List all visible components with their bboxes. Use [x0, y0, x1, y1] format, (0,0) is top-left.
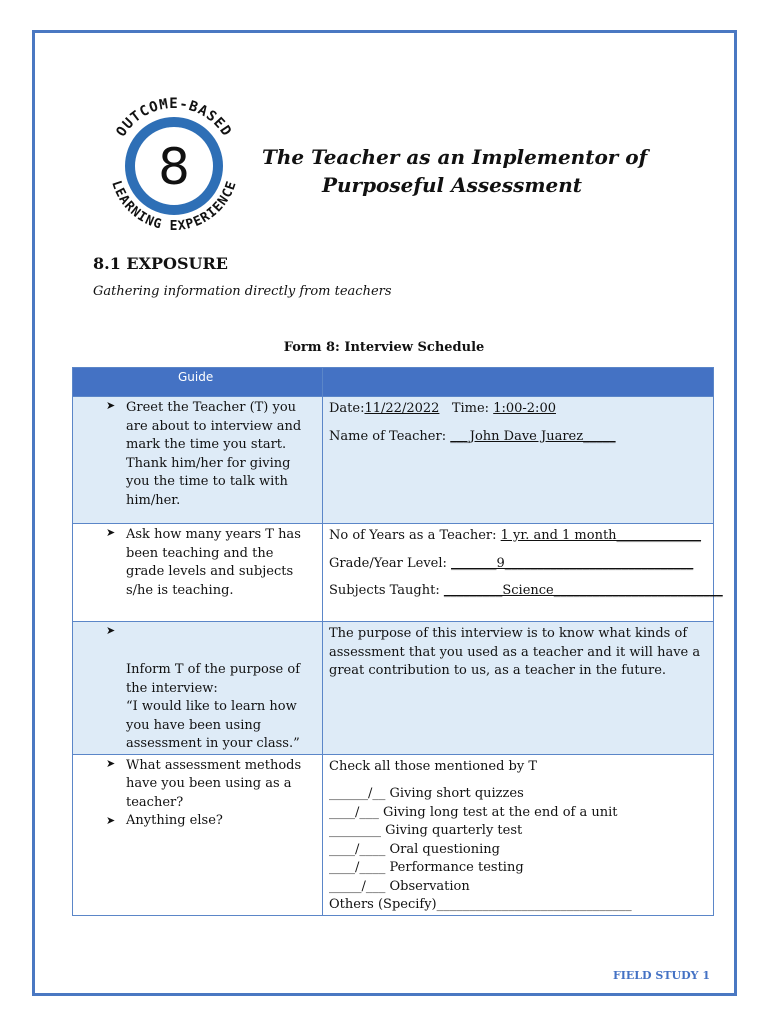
header-guide: Guide [73, 368, 323, 397]
date-value: 11/22/2022 [364, 401, 440, 416]
title-line-1: The Teacher as an Implementor of [262, 145, 648, 169]
table-row [73, 397, 714, 524]
grade-line: Grade/Year Level: _______9_____________________________ [329, 555, 694, 571]
years-line: No of Years as a Teacher: 1 yr. and 1 month_____________ [329, 528, 702, 543]
time-value: 1:00-2:00 [493, 401, 556, 416]
checklist-item: ______/__ Giving short quizzes [329, 786, 524, 801]
teacher-name-value: ___John Dave Juarez_____ [450, 428, 616, 444]
table-header-row [73, 368, 714, 397]
table-row [73, 524, 714, 622]
section-heading: 8.1 EXPOSURE [93, 254, 228, 273]
arrow-bullet-icon: ➤ [106, 624, 116, 637]
guide-cell [73, 397, 323, 524]
svg-text:LEARNING EXPERIENCE: LEARNING EXPERIENCE [108, 178, 240, 234]
response-cell [323, 397, 714, 524]
svg-text:OUTCOME-BASED: OUTCOME-BASED [113, 96, 235, 140]
checklist-item: ________ Giving quarterly test [329, 823, 523, 838]
guide-cell [73, 754, 323, 915]
header-response [323, 368, 714, 397]
grade-value: _______9_____________________________ [451, 555, 694, 571]
checklist-item: _____/___ Observation [329, 878, 470, 894]
check-heading: Check all those mentioned by T [329, 758, 538, 774]
guide-item: ➤ Ask how many years T has been teaching and the grade levels and subjects s/he is teaching. [106, 526, 301, 598]
logo-number: 8 [158, 138, 190, 196]
checklist-item: ____/____ Oral questioning [329, 841, 500, 857]
date-time-line: Date:11/22/2022 Time: 1:00-2:00 [329, 401, 556, 416]
arrow-bullet-icon: ➤ [106, 814, 116, 827]
table-row [73, 754, 714, 915]
guide-cell [73, 524, 323, 622]
section-subtitle: Gathering information directly from teachers [93, 284, 392, 299]
document-title [262, 143, 648, 199]
title-line-2: Purposeful Assessment [321, 173, 583, 197]
interview-schedule-table [72, 367, 723, 916]
subjects-line: Subjects Taught: _________Science__________________________ [329, 583, 723, 598]
guide-cell [73, 622, 323, 755]
others-specify-line: Others (Specify)______________________________ [329, 897, 632, 912]
years-value: 1 yr. and 1 month_____________ [500, 528, 702, 543]
guide-item: ➤ What assessment methods have you been using as a teacher? [106, 756, 302, 810]
checklist-item: ____/____ Performance testing [329, 860, 524, 875]
guide-item: ➤ Anything else? [73, 812, 322, 831]
guide-item: ➤ Inform T of the purpose of the interview: “I would like to learn how you have been using assessment in your class.” [106, 624, 301, 751]
checklist-item: ____/___ Giving long test at the end of a unit [329, 804, 618, 820]
form-title: Form 8: Interview Schedule [283, 340, 485, 355]
response-cell [323, 754, 714, 915]
teacher-name-line: Name of Teacher: ___John Dave Juarez_____ [329, 428, 616, 444]
response-cell [323, 622, 714, 755]
footer-label: FIELD STUDY 1 [612, 969, 710, 982]
response-cell [323, 524, 723, 622]
subjects-value: _________Science__________________________ [443, 583, 723, 598]
guide-item: ➤ Greet the Teacher (T) you are about to interview and mark the time you start. Thank him/her for giving you the time to talk with him/her. [106, 399, 302, 508]
table-row [73, 622, 714, 755]
outcome-based-learning-logo [96, 92, 252, 240]
arrow-bullet-icon: ➤ [106, 756, 116, 770]
arrow-bullet-icon: ➤ [106, 399, 116, 412]
arrow-bullet-icon: ➤ [106, 526, 116, 539]
purpose-answer: The purpose of this interview is to know what kinds of assessment that you used as a teacher and it will have a great contribution to us, as a teacher in the future. [329, 626, 701, 678]
